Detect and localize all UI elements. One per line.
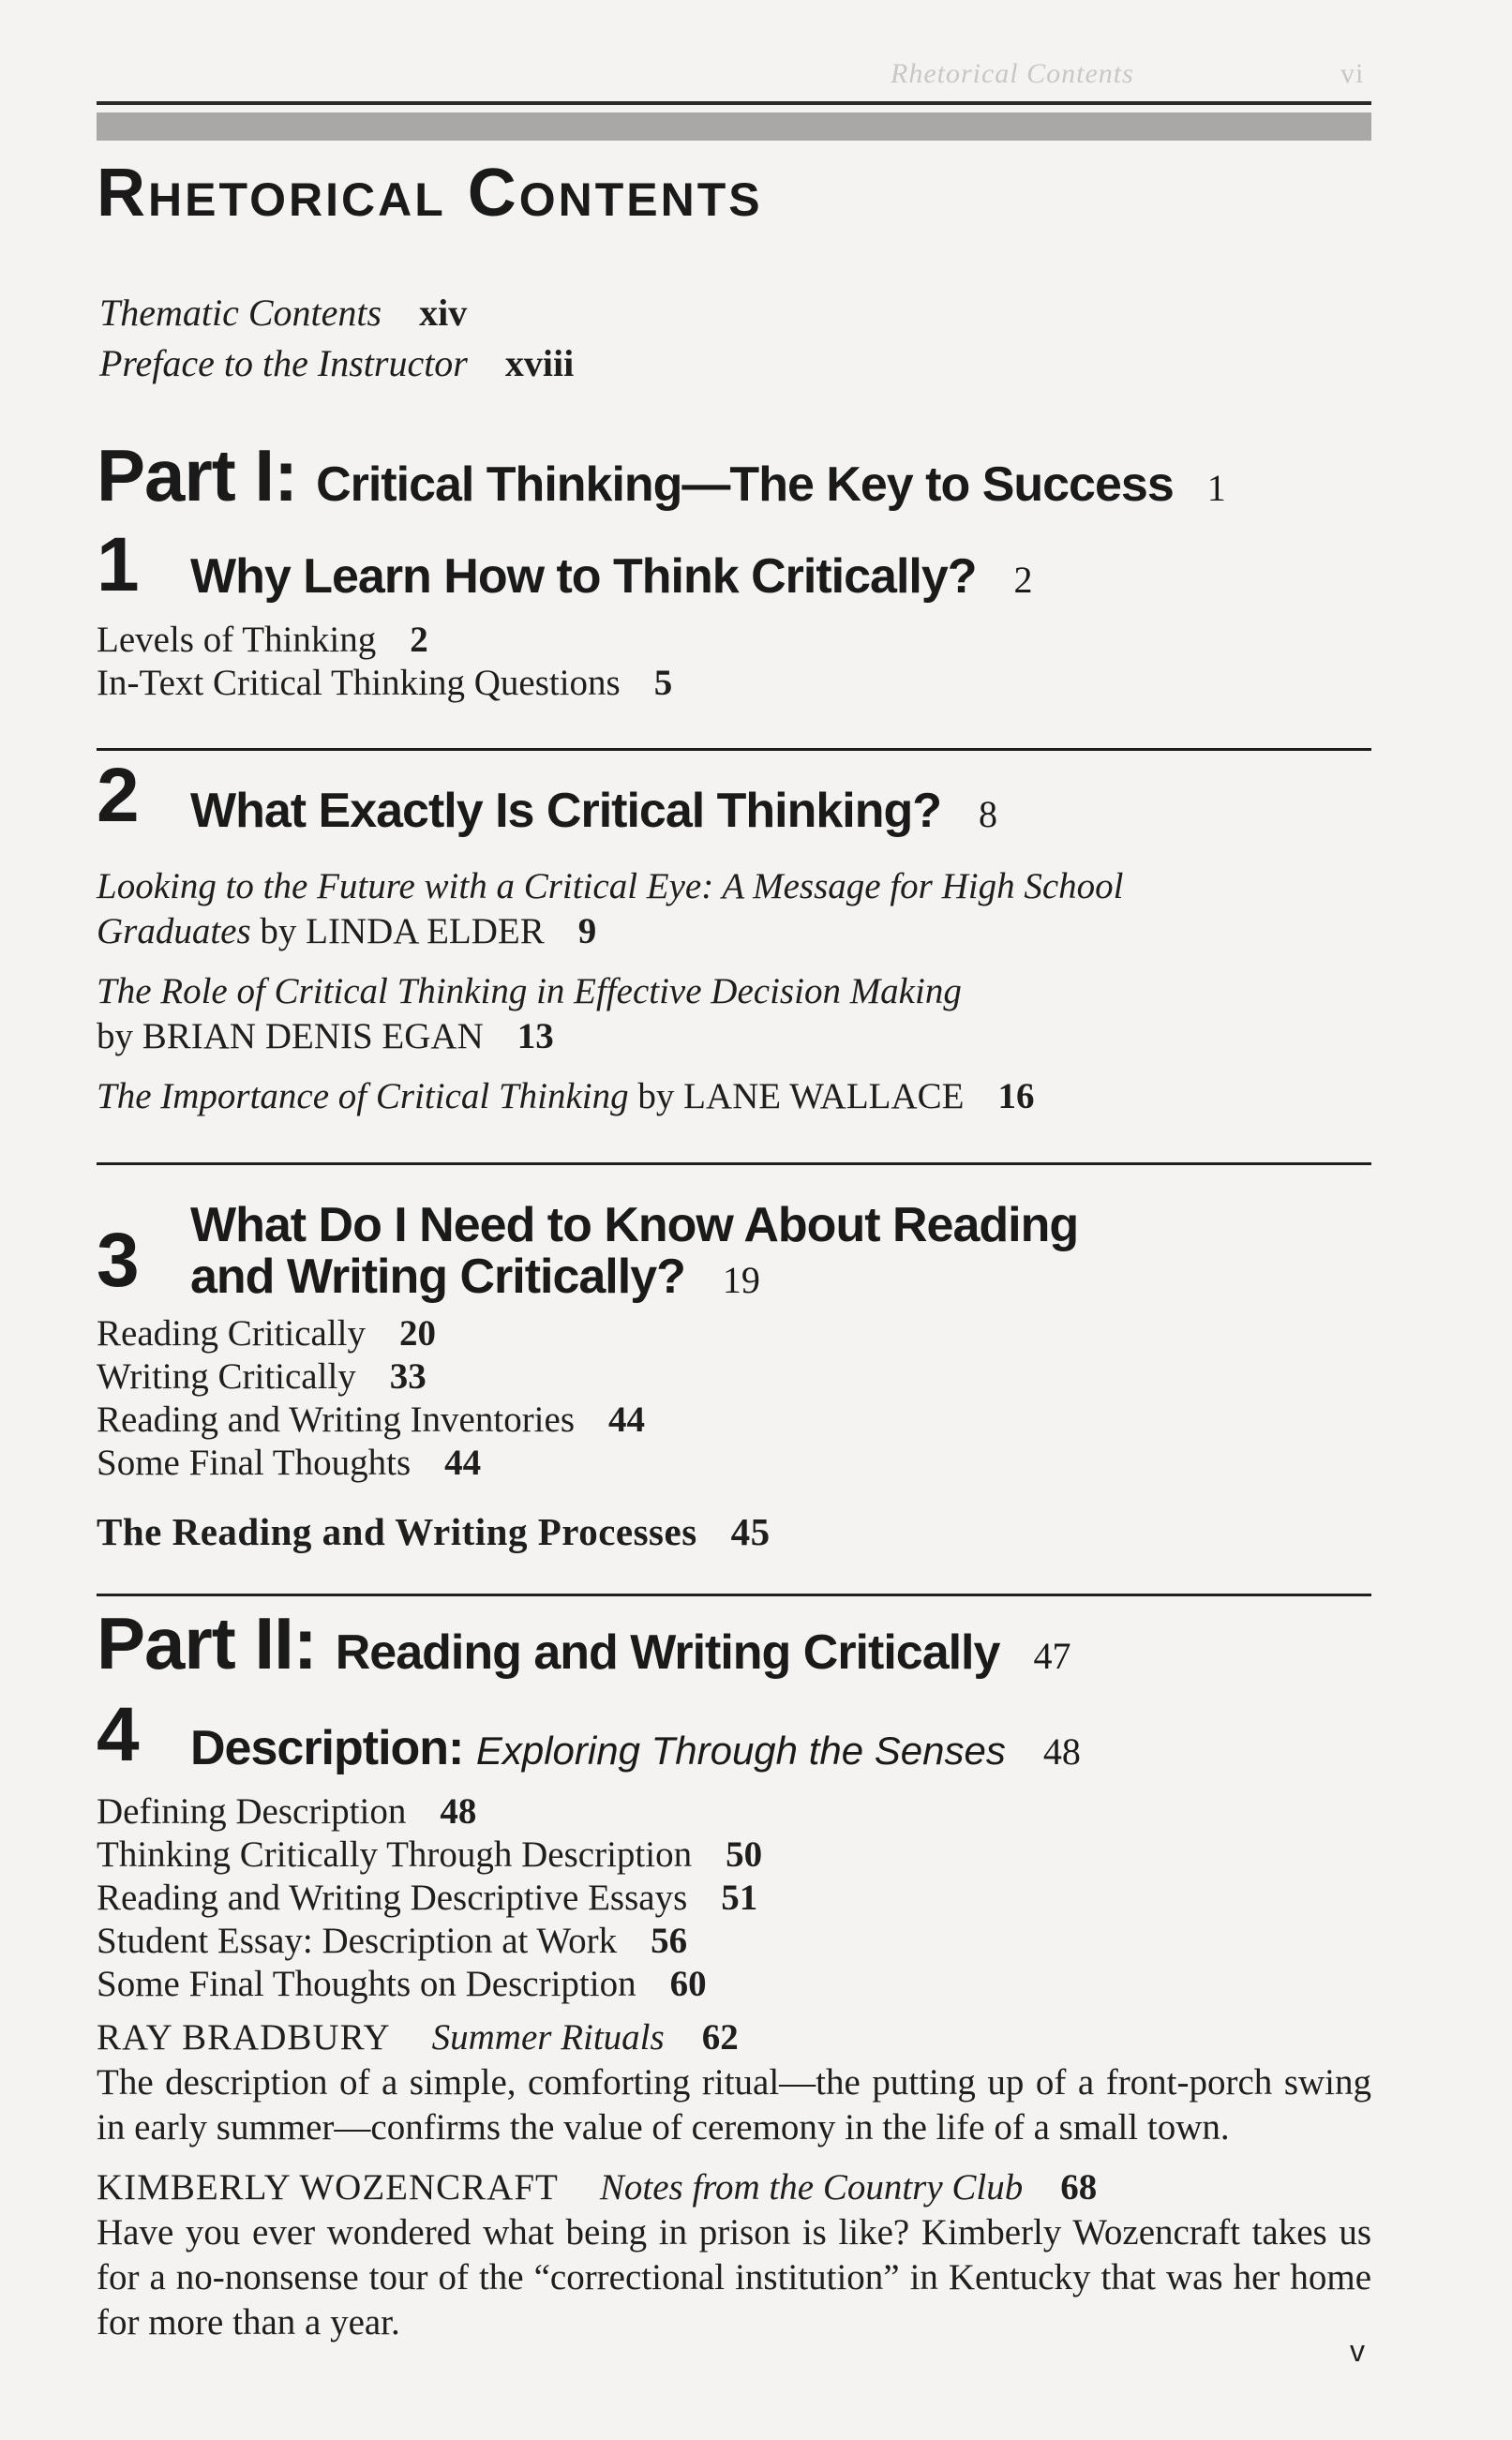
front-item-page: xviii [504, 342, 575, 384]
page-number: v [1350, 2334, 1365, 2368]
reading-page: 16 [997, 1076, 1035, 1116]
reading-author: by LINDA ELDER [260, 911, 545, 951]
reading-author: by LANE WALLACE [637, 1076, 965, 1116]
part-title: Reading and Writing Critically [335, 1625, 1000, 1680]
list-item[interactable] [97, 1920, 762, 1963]
essay-wozencraft[interactable] [97, 2165, 1371, 2345]
part-label: Part I: [97, 434, 298, 516]
reading-title: The Role of Critical Thinking in Effective Decision Making [97, 971, 962, 1011]
processes-page: 45 [730, 1510, 771, 1553]
list-item[interactable] [97, 1790, 762, 1834]
chapter-title [190, 551, 1033, 603]
entry-page: 44 [608, 1400, 646, 1440]
part-1-heading[interactable] [97, 433, 1226, 518]
entry-title: Reading and Writing Descriptive Essays [97, 1878, 688, 1918]
chapter-page: 8 [979, 793, 998, 835]
chapter-title [190, 1723, 1081, 1774]
entry-page: 44 [444, 1443, 482, 1483]
entry-page: 56 [651, 1921, 688, 1961]
list-item[interactable] [97, 662, 672, 705]
entry-page: 48 [440, 1791, 477, 1832]
list-item[interactable] [97, 1963, 762, 2006]
running-header-text: Rhetorical Contents [891, 58, 1134, 89]
entry-page: 60 [669, 1964, 707, 2004]
running-header-page: vi [1340, 58, 1365, 89]
list-item[interactable] [97, 1399, 645, 1442]
essay-title: Summer Rituals [431, 2017, 665, 2058]
page-title: Rhetorical Contents [97, 156, 763, 231]
front-item-page: xiv [419, 292, 468, 334]
entry-page: 51 [721, 1878, 758, 1918]
list-item[interactable] [97, 1834, 762, 1877]
chapter-page: 2 [1013, 559, 1033, 601]
section-divider [97, 748, 1371, 751]
processes-entry[interactable] [97, 1509, 771, 1554]
essay-page: 68 [1060, 2167, 1098, 2208]
reading-elder[interactable] [97, 864, 1371, 954]
entry-title: Reading Critically [97, 1313, 367, 1354]
entry-title: Thinking Critically Through Description [97, 1834, 693, 1875]
chapter-subtitle: Exploring Through the Senses [475, 1729, 1006, 1773]
reading-page: 13 [516, 1016, 554, 1056]
front-item-preface[interactable] [99, 338, 574, 389]
top-band [97, 112, 1371, 141]
essay-title: Notes from the Country Club [599, 2167, 1024, 2208]
reading-egan[interactable] [97, 969, 1371, 1059]
entry-title: Reading and Writing Inventories [97, 1400, 576, 1440]
front-item-thematic[interactable] [99, 288, 574, 338]
entry-title: Writing Critically [97, 1356, 356, 1397]
entry-page: 20 [399, 1313, 437, 1354]
chapter-title-text: Description: [190, 1721, 464, 1775]
chapter-title [190, 786, 997, 837]
entry-title: Some Final Thoughts [97, 1443, 412, 1483]
entry-page: 50 [726, 1834, 763, 1875]
entry-title: Some Final Thoughts on Description [97, 1964, 636, 2004]
chapter-number: 1 [97, 522, 140, 607]
entry-title: Defining Description [97, 1791, 407, 1832]
chapter-page: 19 [722, 1258, 760, 1301]
chapter-number: 4 [97, 1692, 140, 1777]
reading-title-cont: Graduates [97, 911, 251, 951]
reading-title: The Importance of Critical Thinking [97, 1076, 629, 1116]
part-2-heading[interactable] [97, 1601, 1070, 1686]
essay-description: The description of a simple, comforting ritual—the putting up of a front-porch swing in early summer—confirms the value of ceremony in the life of a small town. [97, 2062, 1371, 2148]
part-label: Part II: [97, 1602, 317, 1684]
reading-wallace[interactable] [97, 1074, 1371, 1119]
section-divider [97, 1162, 1371, 1165]
essay-page: 62 [701, 2017, 739, 2058]
part-page: 1 [1206, 467, 1226, 509]
chapter-1-entries [97, 619, 672, 705]
chapter-number: 3 [97, 1218, 140, 1303]
chapter-title-line1: What Do I Need to Know About Reading [190, 1198, 1079, 1252]
top-rule [97, 101, 1371, 105]
essay-author: KIMBERLY WOZENCRAFT [97, 2167, 559, 2208]
entry-title: Student Essay: Description at Work [97, 1921, 618, 1961]
reading-page: 9 [577, 911, 597, 951]
part-title: Critical Thinking—The Key to Success [316, 457, 1174, 512]
entry-page: 5 [653, 663, 673, 703]
essay-author: RAY BRADBURY [97, 2017, 391, 2058]
chapter-3-entries [97, 1312, 645, 1485]
part-page: 47 [1033, 1635, 1071, 1677]
front-item-title: Thematic Contents [99, 292, 382, 334]
entry-title: Levels of Thinking [97, 620, 377, 660]
front-matter-list [99, 288, 574, 389]
essay-bradbury[interactable] [97, 2015, 1371, 2150]
list-item[interactable] [97, 619, 672, 662]
front-item-title: Preface to the Instructor [99, 342, 468, 384]
list-item[interactable] [97, 1442, 645, 1485]
running-header-bleed [891, 58, 1365, 90]
list-item[interactable] [97, 1877, 762, 1920]
chapter-4-entries [97, 1790, 762, 2006]
chapter-page: 48 [1042, 1730, 1081, 1773]
section-divider [97, 1594, 1371, 1596]
entry-title: In-Text Critical Thinking Questions [97, 663, 621, 703]
list-item[interactable] [97, 1355, 645, 1399]
processes-title: The Reading and Writing Processes [97, 1510, 697, 1553]
essay-description: Have you ever wondered what being in prison is like? Kimberly Wozencraft takes us for a no-nonsense tour of the “correctional institution” in Kentucky that was her home for more than a year. [97, 2212, 1371, 2343]
chapter-title-text: Why Learn How to Think Critically? [190, 549, 977, 604]
reading-title: Looking to the Future with a Critical Eye: A Message for High School [97, 866, 1124, 906]
entry-page: 2 [410, 620, 428, 660]
chapter-title [190, 1200, 1078, 1302]
list-item[interactable] [97, 1312, 645, 1355]
entry-page: 33 [389, 1356, 427, 1397]
chapter-title-text: What Exactly Is Critical Thinking? [190, 784, 942, 838]
chapter-number: 2 [97, 753, 140, 838]
chapter-title-line2: and Writing Critically? [190, 1249, 685, 1304]
reading-author: by BRIAN DENIS EGAN [97, 1016, 484, 1056]
